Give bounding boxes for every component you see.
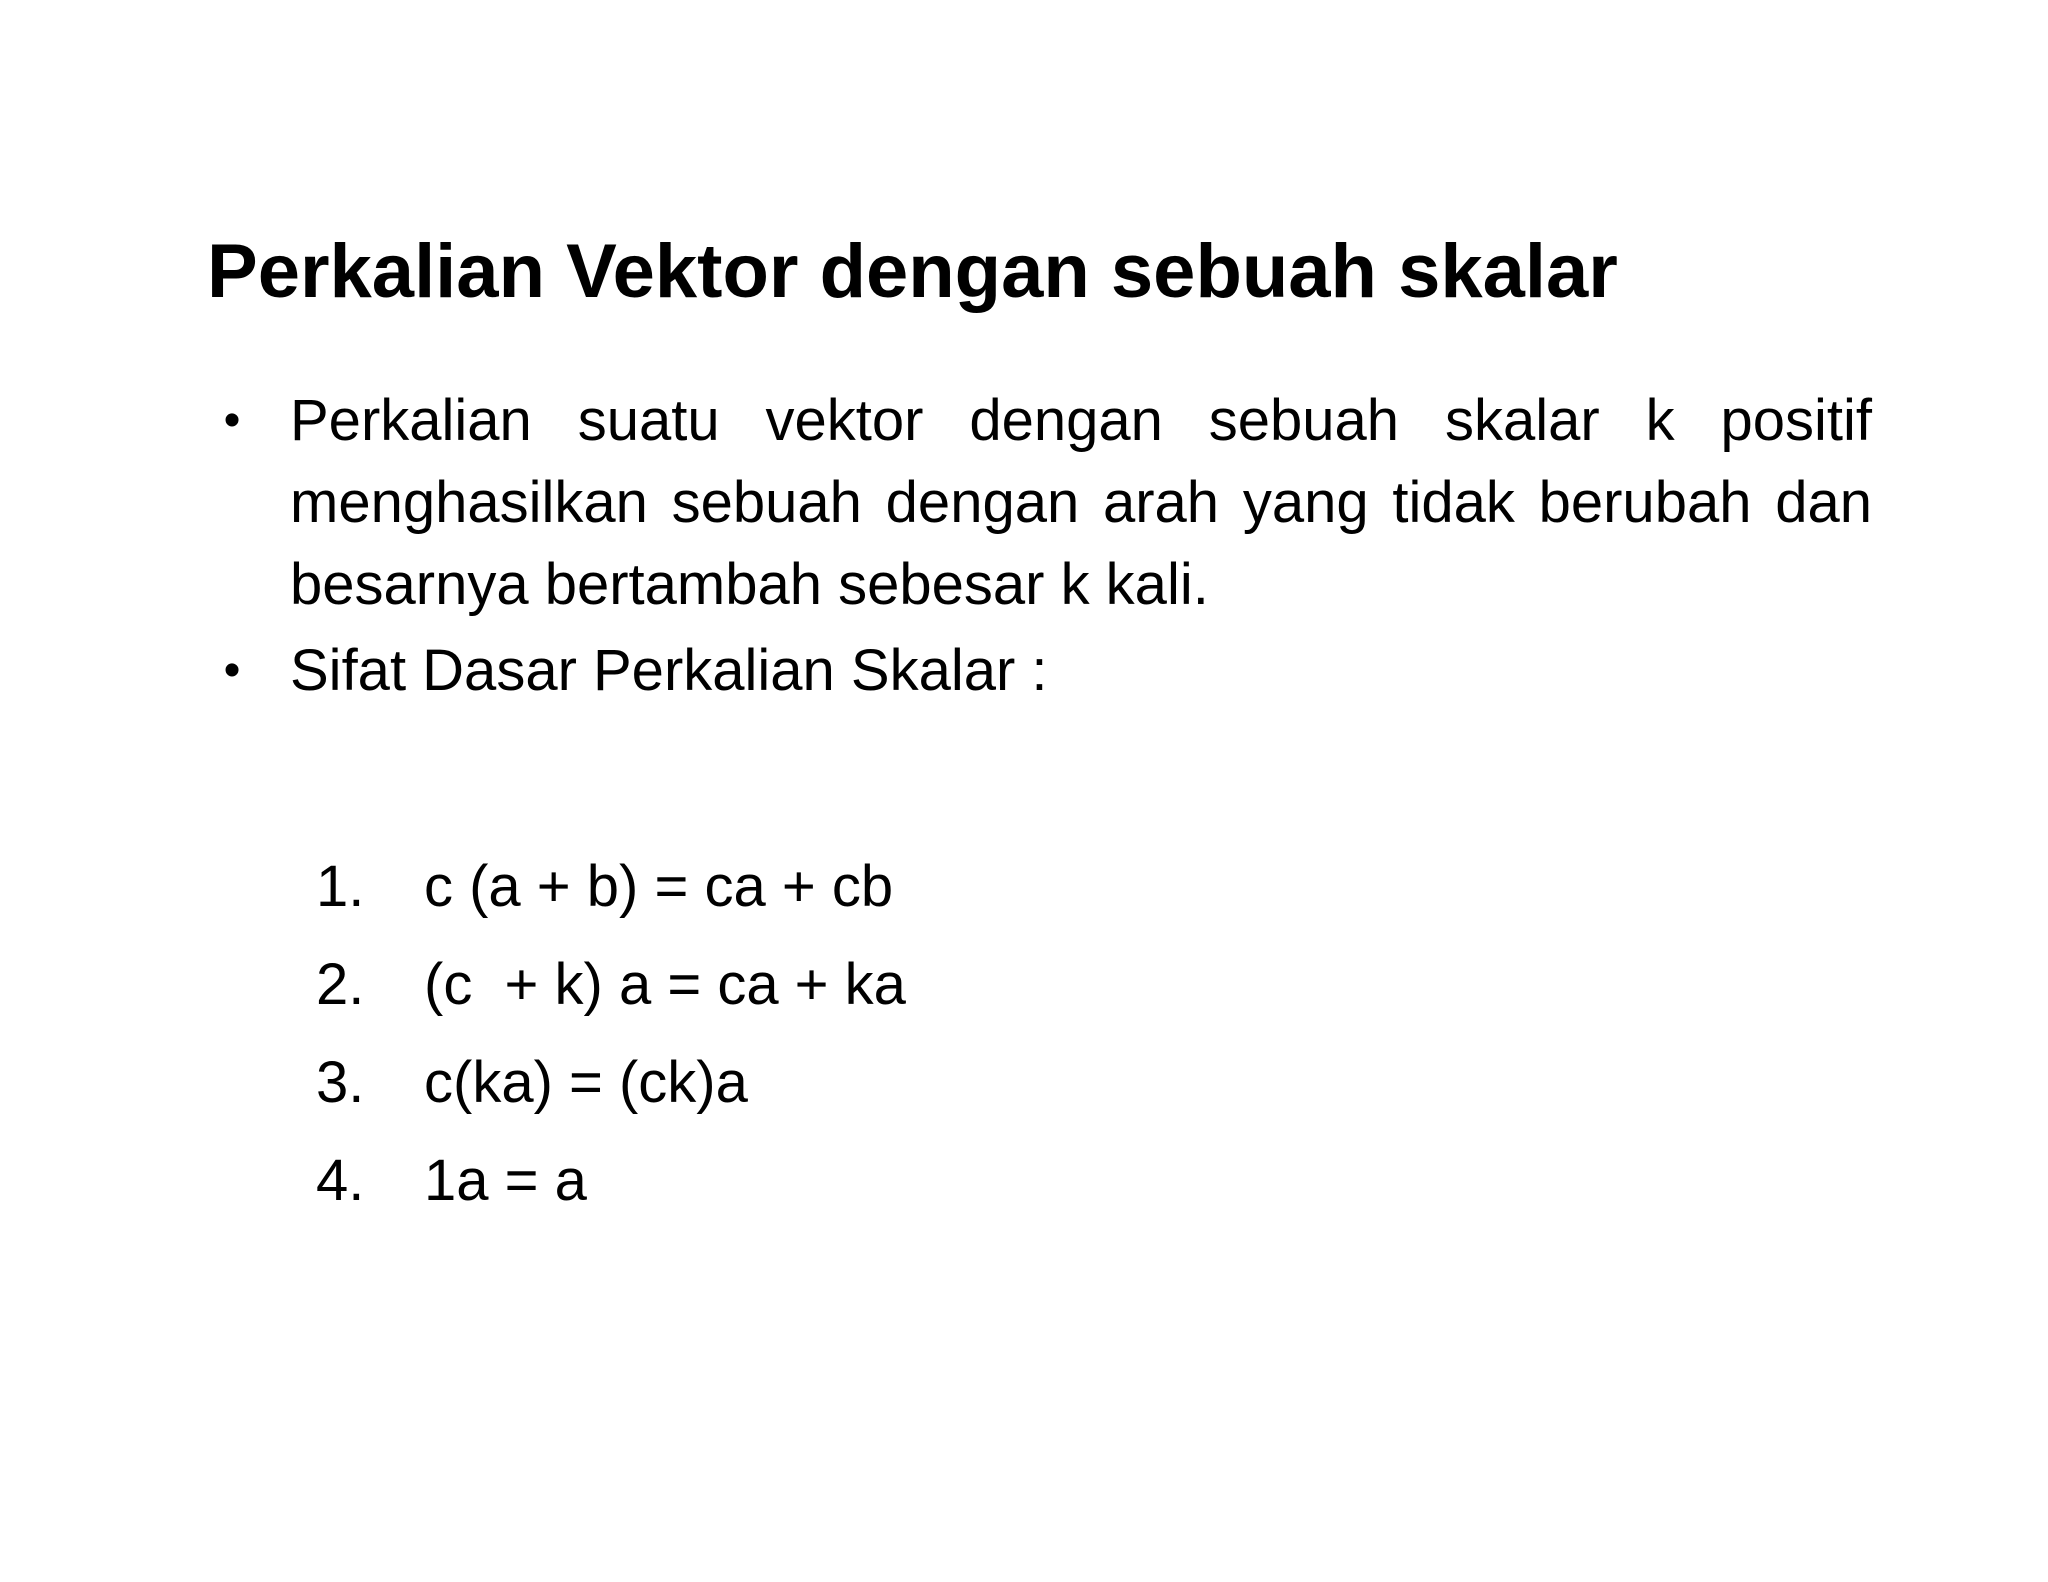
property-formula: 1a = a bbox=[424, 1148, 587, 1213]
property-formula: c (a + b) = ca + cb bbox=[424, 854, 894, 919]
property-number: 3. bbox=[316, 1050, 365, 1115]
property-formula: c(ka) = (ck)a bbox=[424, 1050, 748, 1115]
bullet-list bbox=[212, 380, 1872, 716]
property-item bbox=[316, 1034, 906, 1132]
property-number: 4. bbox=[316, 1148, 365, 1213]
bullet-item-properties-heading bbox=[212, 630, 1872, 712]
bullet-item-definition bbox=[212, 380, 1872, 626]
property-item bbox=[316, 936, 906, 1034]
slide-title: Perkalian Vektor dengan sebuah skalar bbox=[207, 229, 1618, 314]
bullet-text-properties-heading: Sifat Dasar Perkalian Skalar : bbox=[290, 638, 1048, 703]
property-number: 2. bbox=[316, 952, 365, 1017]
bullet-text-definition: Perkalian suatu vektor dengan sebuah skalar k positif menghasilkan sebuah dengan arah yang tidak berubah dan besarnya bertambah sebesar k kali. bbox=[290, 388, 1872, 617]
bullet-icon: • bbox=[223, 644, 241, 697]
property-item bbox=[316, 838, 906, 936]
property-item bbox=[316, 1132, 906, 1230]
bullet-icon: • bbox=[223, 394, 241, 447]
properties-list bbox=[316, 838, 906, 1230]
property-number: 1. bbox=[316, 854, 365, 919]
property-formula: (c + k) a = ca + ka bbox=[424, 952, 906, 1017]
